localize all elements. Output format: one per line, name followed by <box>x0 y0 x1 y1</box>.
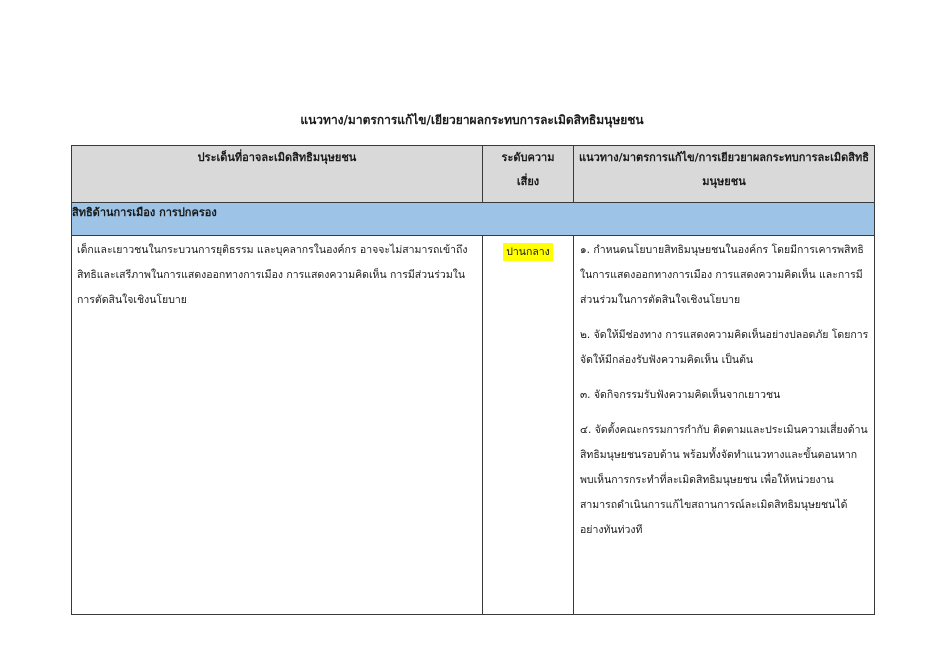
human-rights-table <box>71 145 875 615</box>
measure-item: ๒. จัดให้มีช่องทาง การแสดงความคิดเห็นอย่างปลอดภัย โดยการจัดให้มีกล่องรับฟังความคิดเห็น เป็นต้น <box>580 329 869 366</box>
measures-list <box>574 236 874 543</box>
measure-item: ๔. จัดตั้งคณะกรรมการกำกับ ติดตามและประเมินความเสี่ยงด้านสิทธิมนุษยชนรอบด้าน พร้อมทั้งจัดทำแนวทางและขั้นตอนหากพบเห็นการกระทำที่ละเมิดสิทธิมนุษยชน เพื่อให้หน่วยงานสามารถดำเนินการแก้ไขสถานการณ์ละเมิดสิทธิมนุษยชนได้อย่างทันท่วงที <box>580 424 868 536</box>
measure-item: ๑. กำหนดนโยบายสิทธิมนุษยชนในองค์กร โดยมีการเคารพสิทธิในการแสดงออกทางการเมือง การแสดงความคิดเห็น และการมีส่วนร่วมในการตัดสินใจเชิงนโยบาย <box>580 244 864 306</box>
risk-level-badge: ปานกลาง <box>503 243 553 261</box>
risk-cell <box>483 236 574 615</box>
issue-text: เด็กและเยาวชนในกระบวนการยุติธรรม และบุคลากรในองค์กร อาจจะไม่สามารถเข้าถึงสิทธิและเสรีภาพในการแสดงออกทางการเมือง การแสดงความคิดเห็น การมีส่วนร่วมในการตัดสินใจเชิงนโยบาย <box>77 244 468 306</box>
section-title: สิทธิด้านการเมือง การปกครอง <box>72 203 875 236</box>
document-title: แนวทาง/มาตรการแก้ไข/เยียวยาผลกระทบการละเมิดสิทธิมนุษยชน <box>300 113 644 127</box>
measures-cell <box>574 236 875 615</box>
header-risk-level: ระดับความเสี่ยง <box>483 146 574 203</box>
table-row <box>72 236 875 615</box>
measure-item: ๓. จัดกิจกรรมรับฟังความคิดเห็นจากเยาวชน <box>580 389 781 401</box>
header-issue: ประเด็นที่อาจละเมิดสิทธิมนุษยชน <box>72 146 483 203</box>
header-measures: แนวทาง/มาตรการแก้ไข/การเยียวยาผลกระทบการละเมิดสิทธิมนุษยชน <box>574 146 875 203</box>
section-row <box>72 203 875 236</box>
table-header-row <box>72 146 875 203</box>
issue-cell <box>72 236 483 615</box>
